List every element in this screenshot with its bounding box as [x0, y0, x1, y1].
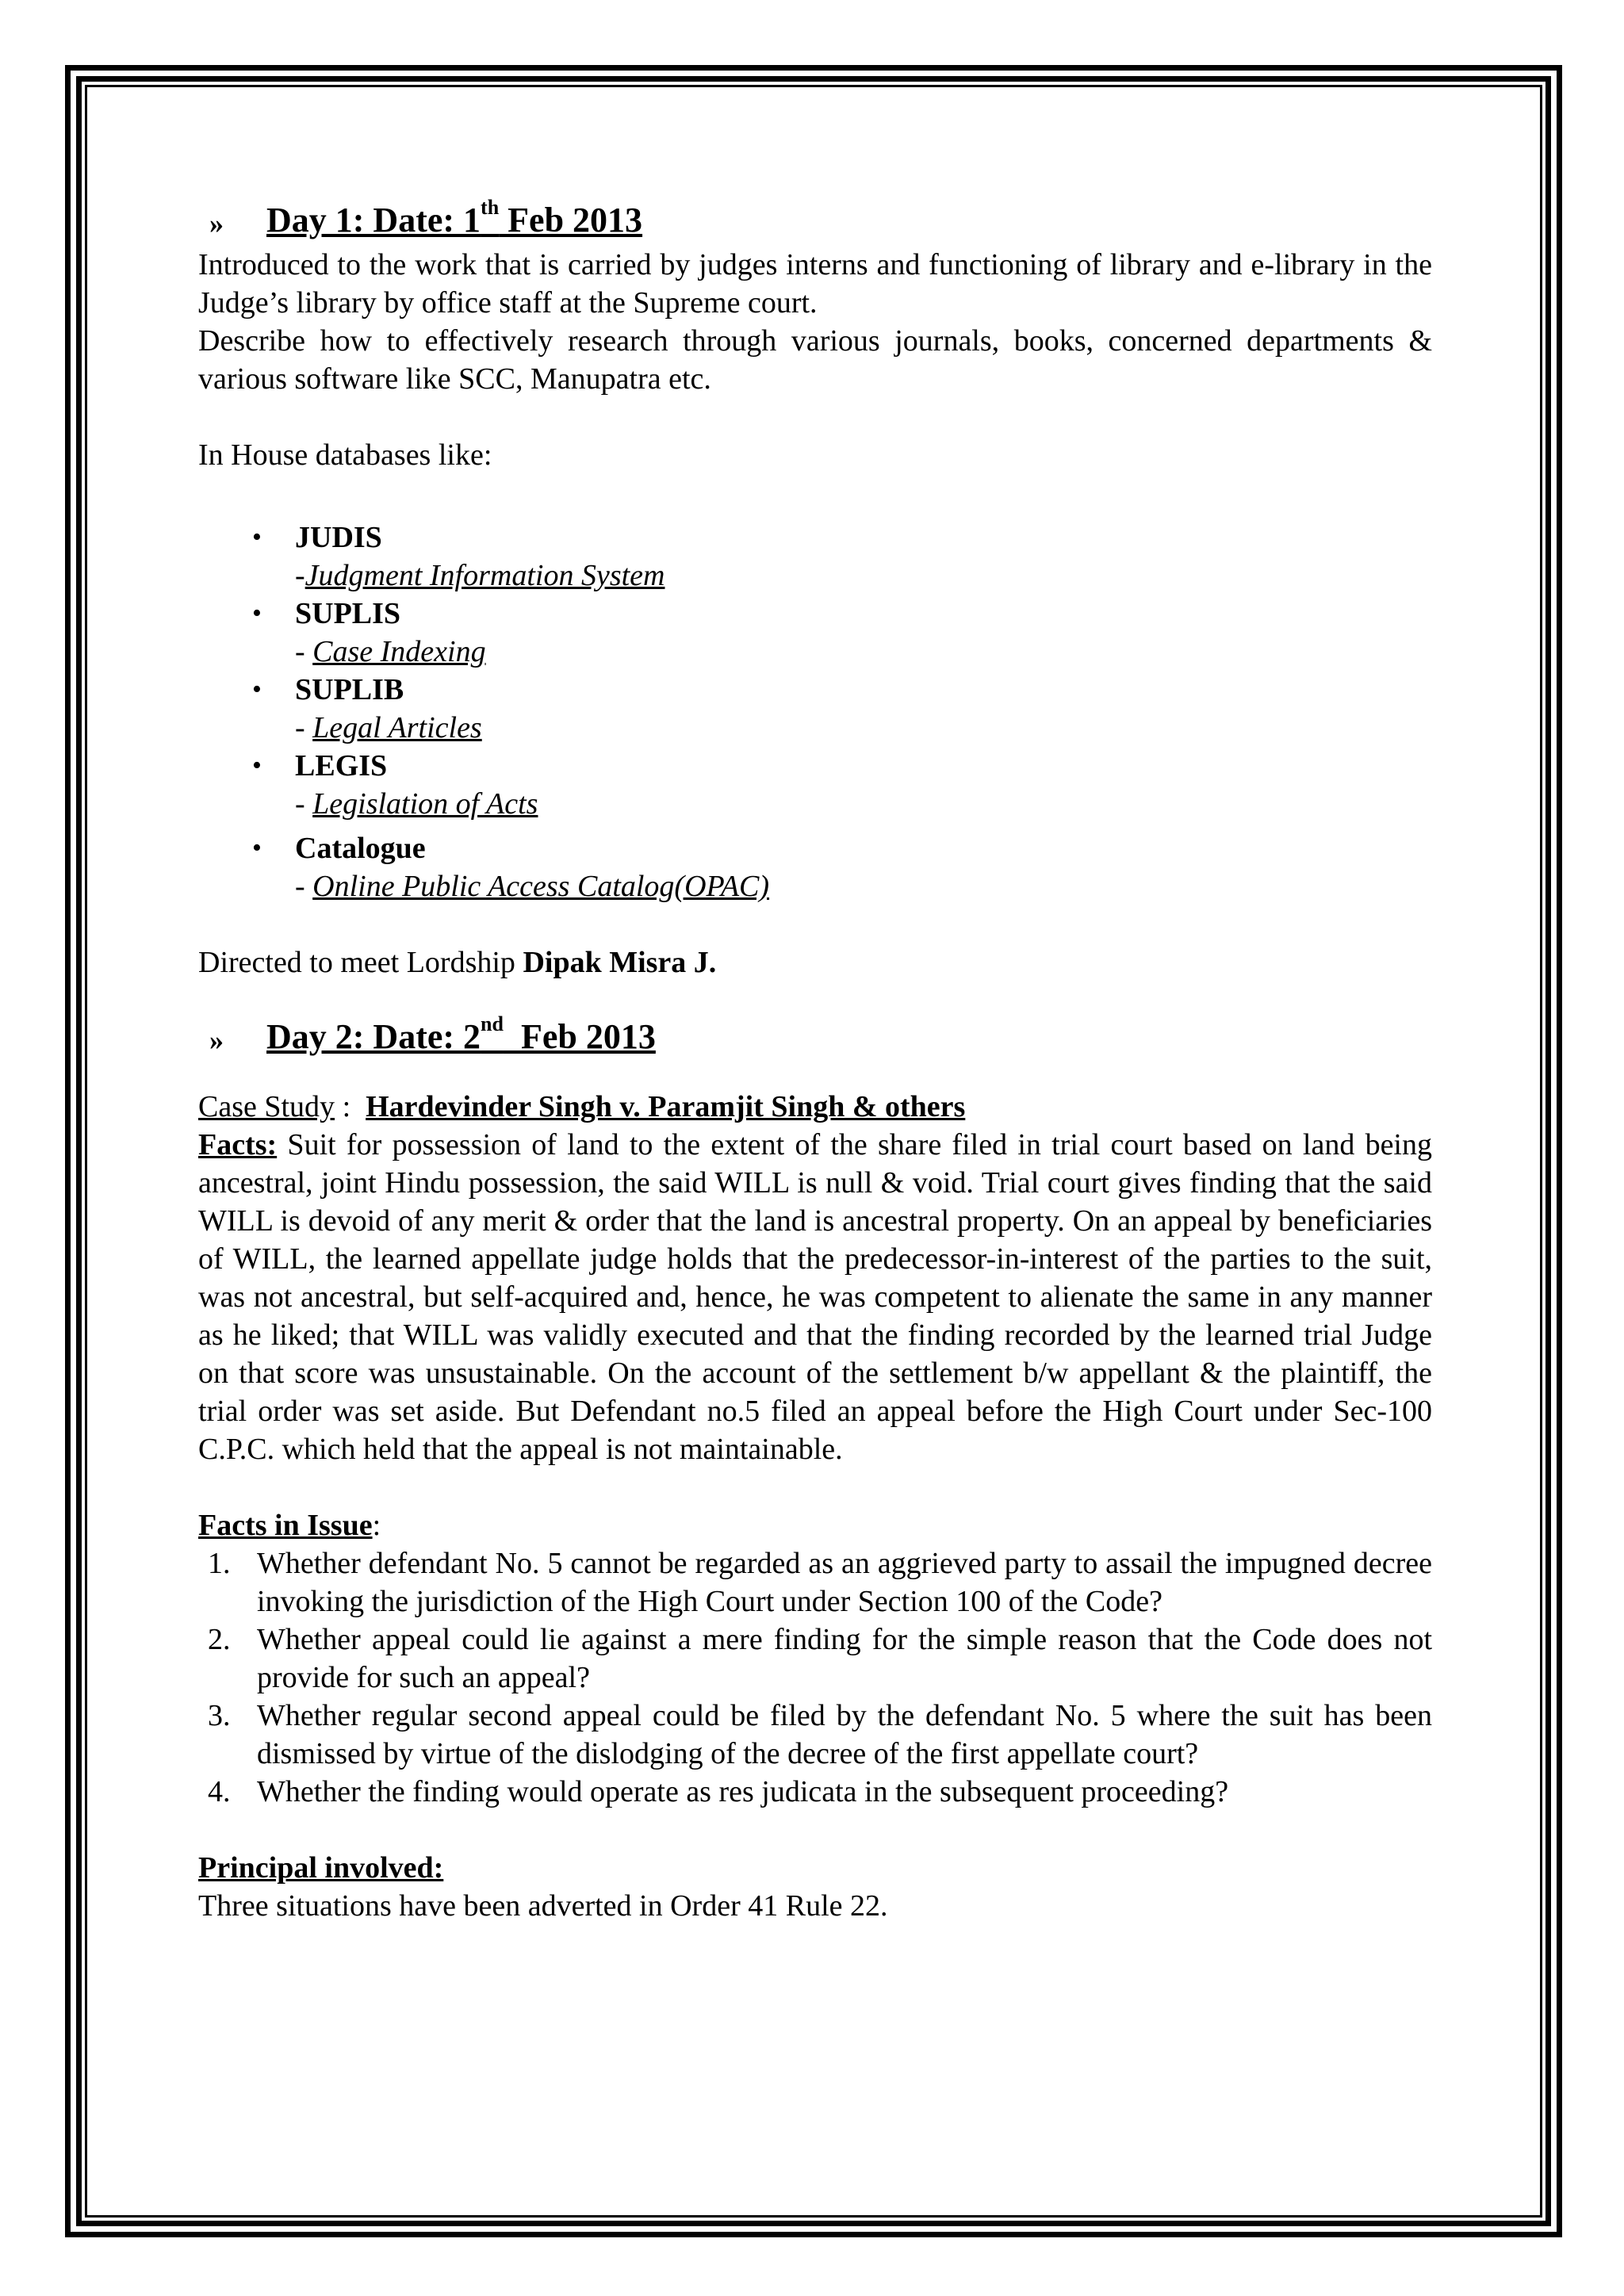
database-description: - Legislation of Acts: [295, 787, 538, 821]
issue-item: [198, 1773, 1432, 1811]
database-name: LEGIS: [295, 749, 388, 783]
day1-title: Day 1: Date: 1th Feb 2013: [266, 196, 643, 239]
double-chevron-icon: »: [209, 208, 224, 239]
issue-text: Whether the finding would operate as res judicata in the subsequent proceeding?: [257, 1775, 1229, 1808]
database-description: -Judgment Information System: [295, 559, 665, 592]
document-body: [198, 195, 1432, 1925]
principal-text: Three situations have been adverted in Order 41 Rule 22.: [198, 1889, 888, 1923]
case-study-line: Case Study : Hardevinder Singh v. Paramjit Singh & others: [198, 1090, 966, 1123]
issue-item: [198, 1621, 1432, 1697]
day2-heading: [198, 1012, 1432, 1062]
issue-number: 1.: [208, 1547, 231, 1580]
issues-list: [198, 1544, 1432, 1811]
bullet-icon: •: [252, 833, 262, 863]
double-chevron-icon: »: [209, 1024, 224, 1056]
day1-heading: [198, 195, 1432, 246]
judge-name: Dipak Misra J.: [523, 946, 717, 979]
case-name: Hardevinder Singh v. Paramjit Singh & others: [366, 1090, 966, 1123]
database-name: JUDIS: [295, 521, 382, 554]
issue-text: Whether appeal could lie against a mere finding for the simple reason that the Code does not provide for such an appeal?: [257, 1623, 1432, 1694]
directed-line: Directed to meet Lordship Dipak Misra J.: [198, 946, 717, 979]
database-description: - Case Indexing: [295, 635, 486, 668]
database-description: - Online Public Access Catalog(OPAC): [295, 870, 770, 903]
database-name: SUPLIB: [295, 673, 404, 706]
day2-title: Day 2: Date: 2nd Feb 2013: [266, 1012, 656, 1056]
bullet-icon: •: [252, 675, 262, 704]
day1-intro-paragraph: Introduced to the work that is carried by judges interns and functioning of library and e-library in the Judge’s library by office staff at the Supreme court.: [198, 248, 1432, 320]
facts-in-issue-heading: Facts in Issue:: [198, 1509, 381, 1542]
database-item: [198, 671, 1432, 747]
database-description: - Legal Articles: [295, 711, 482, 744]
bullet-icon: •: [252, 751, 262, 780]
facts-label: Facts:: [198, 1128, 278, 1161]
database-list: [198, 519, 1432, 905]
bullet-icon: •: [252, 522, 262, 552]
database-name: SUPLIS: [295, 597, 401, 630]
issue-item: [198, 1697, 1432, 1773]
database-name: Catalogue: [295, 832, 426, 865]
issue-text: Whether regular second appeal could be filed by the defendant No. 5 where the suit has been dismissed by virtue of the dislodging of the decree of the first appellate court?: [257, 1699, 1432, 1770]
issue-text: Whether defendant No. 5 cannot be regarded as an aggrieved party to assail the impugned decree invoking the jurisdiction of the High Court under Section 100 of the Code?: [257, 1547, 1432, 1618]
issue-item: [198, 1544, 1432, 1621]
principal-heading: Principal involved:: [198, 1851, 444, 1885]
bullet-icon: •: [252, 599, 262, 628]
database-item: [198, 829, 1432, 905]
database-item: [198, 519, 1432, 595]
database-item: [198, 595, 1432, 671]
databases-intro: In House databases like:: [198, 438, 492, 472]
issue-number: 2.: [208, 1623, 231, 1656]
case-study-label: Case Study: [198, 1090, 335, 1123]
database-item: [198, 747, 1432, 823]
facts-paragraph: Facts: Suit for possession of land to the extent of the share filed in trial court based on land being ancestral, joint Hindu possession, the said WILL is null & void. Trial court gives finding that the said WILL is devoid of any merit & order that the land is ancestral property. On an appeal by beneficiaries of WILL, the learned appellate judge holds that the predecessor-in-interest of the parties to the suit, was not ancestral, but self-acquired and, hence, he was competent to alienate the same in any manner as he liked; that WILL was validly executed and that the finding recorded by the learned trial Judge on that score was unsustainable. On the account of the settlement b/w appellant & the plaintiff, the trial order was set aside. But Defendant no.5 filed an appeal before the High Court under Sec-100 C.P.C. which held that the appeal is not maintainable.: [198, 1128, 1432, 1466]
issue-number: 4.: [208, 1775, 231, 1808]
issue-number: 3.: [208, 1699, 231, 1732]
day1-research-paragraph: Describe how to effectively research through various journals, books, concerned departments & various software like SCC, Manupatra etc.: [198, 324, 1432, 396]
